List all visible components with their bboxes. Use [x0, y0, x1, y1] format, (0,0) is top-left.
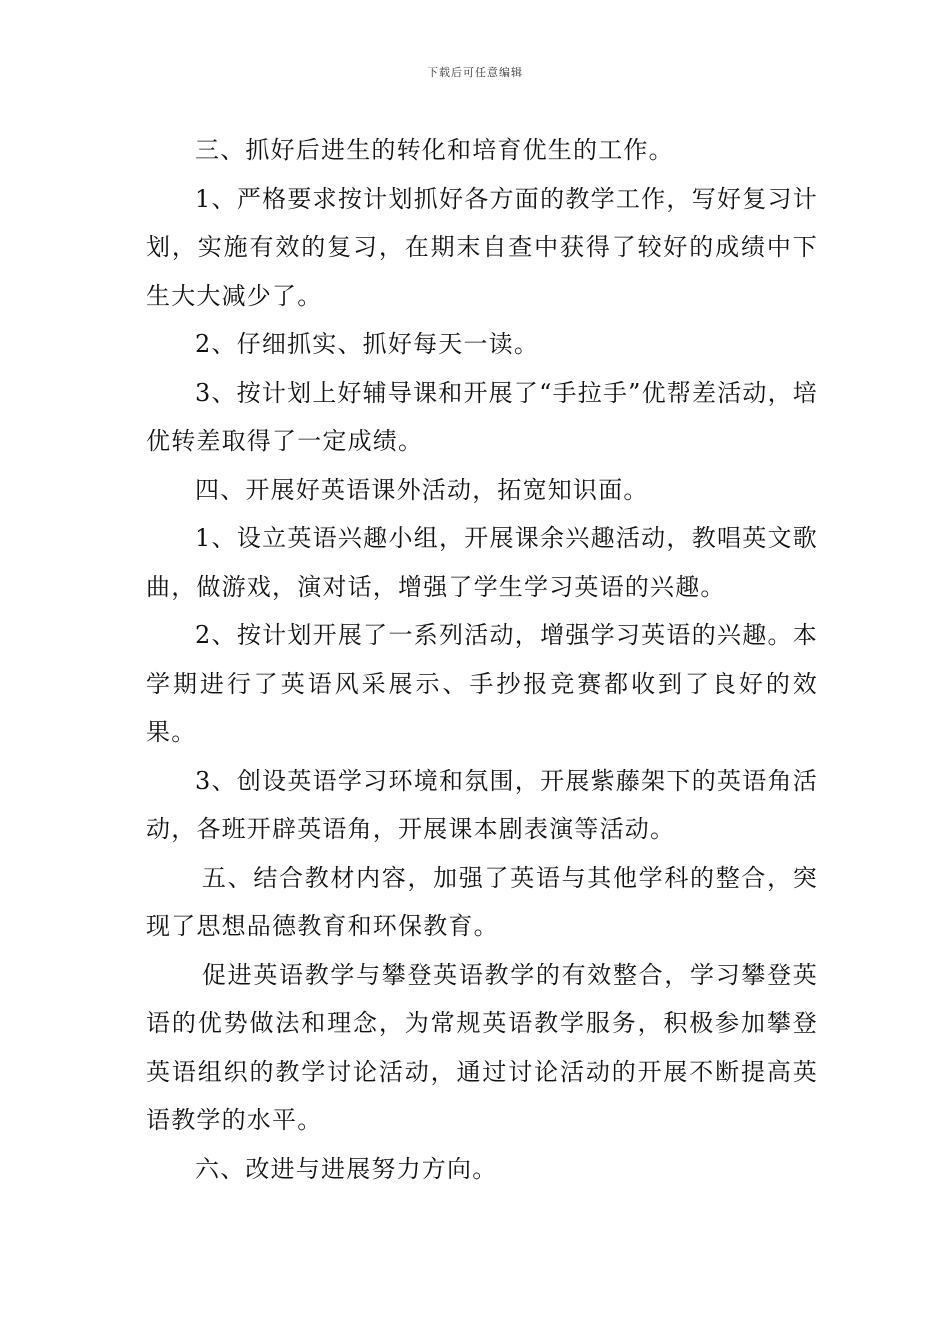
paragraph: 1、设立英语兴趣小组，开展课余兴趣活动，教唱英文歌曲，做游戏，演对话，增强了学生学习英语的兴趣。 — [146, 524, 818, 601]
section-heading-3: 三、抓好后进生的转化和培育优生的工作。 — [195, 136, 674, 164]
section-heading-6: 六、改进与进展努力方向。 — [195, 1154, 498, 1183]
section-heading-5: 五、结合教材内容，加强了英语与其他学科的整合，突现了思想品德教育和环保教育。 — [146, 863, 818, 940]
document-body — [146, 126, 818, 1193]
paragraph: 3、创设英语学习环境和氛围，开展紫藤架下的英语角活动，各班开辟英语角，开展课本剧表演等活动。 — [146, 766, 818, 843]
page-header: 下载后可任意编辑 — [427, 66, 523, 79]
paragraph: 2、按计划开展了一系列活动，增强学习英语的兴趣。本学期进行了英语风采展示、手抄报竞赛都收到了良好的效果。 — [146, 621, 818, 746]
section-heading-4: 四、开展好英语课外活动，拓宽知识面。 — [195, 475, 649, 504]
paragraph: 2、仔细抓实、抓好每天一读。 — [195, 330, 540, 358]
paragraph: 1、严格要求按计划抓好各方面的教学工作，写好复习计划，实施有效的复习，在期末自查中获得了较好的成绩中下生大大减少了。 — [146, 184, 818, 310]
paragraph: 促进英语教学与攀登英语教学的有效整合，学习攀登英语的优势做法和理念，为常规英语教学服务，积极参加攀登英语组织的教学讨论活动，通过讨论活动的开展不断提高英语教学的水平。 — [146, 960, 818, 1134]
paragraph: 3、按计划上好辅导课和开展了“手拉手”优帮差活动，培优转差取得了一定成绩。 — [146, 378, 819, 455]
